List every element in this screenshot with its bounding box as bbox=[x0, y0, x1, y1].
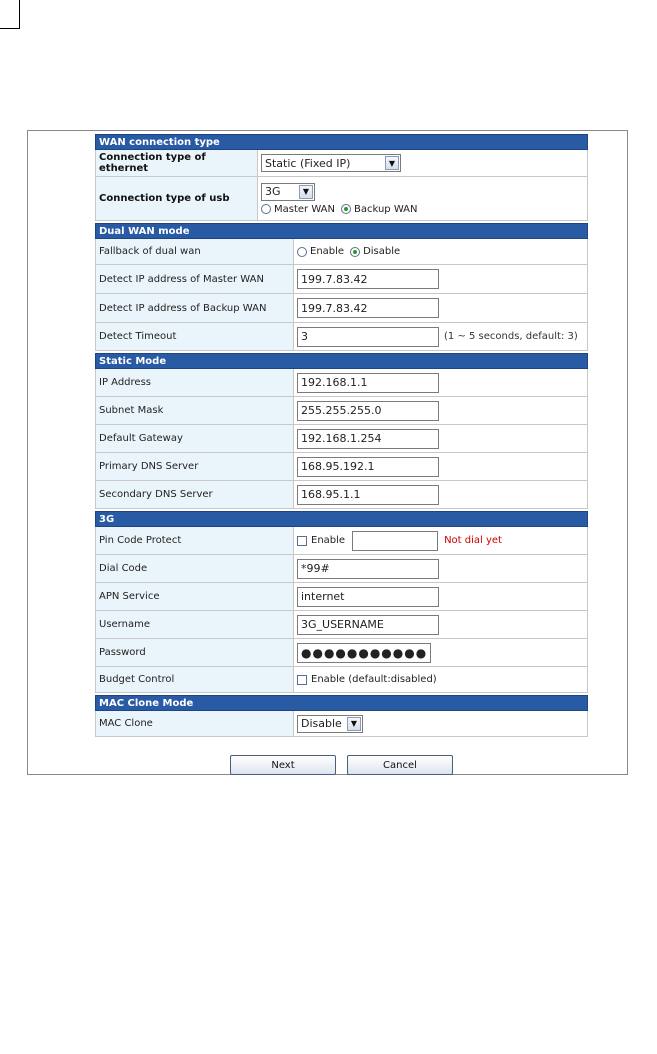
secondary-dns-input[interactable]: 168.95.1.1 bbox=[297, 485, 439, 505]
usb-backup-wan-option[interactable] bbox=[341, 204, 418, 215]
section-header-dual-wan-mode: Dual WAN mode bbox=[95, 223, 588, 239]
row-subnet-mask bbox=[95, 397, 588, 425]
usb-type-selected: 3G bbox=[265, 185, 281, 198]
label-detect-timeout: Detect Timeout bbox=[96, 323, 294, 350]
row-ip-address bbox=[95, 369, 588, 397]
value-detect-backup-wan bbox=[294, 294, 587, 322]
section-header-mac-clone-mode: MAC Clone Mode bbox=[95, 695, 588, 711]
section-header-3g: 3G bbox=[95, 511, 588, 527]
primary-dns-input[interactable]: 168.95.192.1 bbox=[297, 457, 439, 477]
fallback-disable-radio[interactable] bbox=[350, 247, 360, 257]
mac-clone-select[interactable] bbox=[297, 715, 363, 733]
corner-crop-mark bbox=[0, 0, 20, 29]
value-username bbox=[294, 611, 587, 638]
label-budget-control: Budget Control bbox=[96, 667, 294, 692]
wan-setup-form bbox=[95, 134, 588, 737]
chevron-down-icon[interactable]: ▼ bbox=[347, 717, 361, 731]
row-pin-code-protect bbox=[95, 527, 588, 555]
apn-service-input[interactable]: internet bbox=[297, 587, 439, 607]
label-primary-dns: Primary DNS Server bbox=[96, 453, 294, 480]
label-mac-clone: MAC Clone bbox=[96, 711, 294, 736]
label-subnet-mask: Subnet Mask bbox=[96, 397, 294, 424]
usb-master-wan-radio[interactable] bbox=[261, 204, 271, 214]
label-ip-address: IP Address bbox=[96, 369, 294, 396]
row-secondary-dns bbox=[95, 481, 588, 509]
row-apn-service bbox=[95, 583, 588, 611]
row-default-gateway bbox=[95, 425, 588, 453]
value-apn-service bbox=[294, 583, 587, 610]
label-password: Password bbox=[96, 639, 294, 666]
label-username: Username bbox=[96, 611, 294, 638]
value-subnet-mask bbox=[294, 397, 587, 424]
label-dial-code: Dial Code bbox=[96, 555, 294, 582]
next-button[interactable]: Next bbox=[230, 755, 336, 775]
label-detect-master-wan: Detect IP address of Master WAN bbox=[96, 265, 294, 293]
value-primary-dns bbox=[294, 453, 587, 480]
label-fallback-dual-wan: Fallback of dual wan bbox=[96, 239, 294, 264]
value-pin-code-protect bbox=[294, 527, 587, 554]
row-dial-code bbox=[95, 555, 588, 583]
fallback-enable-label: Enable bbox=[310, 246, 345, 257]
pin-enable-checkbox[interactable] bbox=[297, 536, 307, 546]
label-secondary-dns: Secondary DNS Server bbox=[96, 481, 294, 508]
value-ip-address bbox=[294, 369, 587, 396]
fallback-disable-label: Disable bbox=[363, 246, 401, 257]
budget-enable-label: Enable (default:disabled) bbox=[311, 674, 437, 685]
dial-code-input[interactable]: *99# bbox=[297, 559, 439, 579]
label-default-gateway: Default Gateway bbox=[96, 425, 294, 452]
pin-enable-label: Enable bbox=[311, 535, 346, 546]
budget-enable-checkbox[interactable] bbox=[297, 675, 307, 685]
value-password bbox=[294, 639, 587, 666]
detect-timeout-hint: (1 ~ 5 seconds, default: 3) bbox=[444, 331, 578, 342]
fallback-enable-option[interactable] bbox=[297, 246, 344, 257]
chevron-down-icon[interactable]: ▼ bbox=[385, 156, 399, 170]
usb-backup-wan-label: Backup WAN bbox=[354, 203, 418, 215]
row-connection-type-ethernet bbox=[95, 150, 588, 177]
row-password bbox=[95, 639, 588, 667]
value-default-gateway bbox=[294, 425, 587, 452]
username-input[interactable]: 3G_USERNAME bbox=[297, 615, 439, 635]
value-budget-control bbox=[294, 667, 587, 692]
row-fallback-dual-wan bbox=[95, 239, 588, 265]
value-detect-master-wan bbox=[294, 265, 587, 293]
row-mac-clone bbox=[95, 711, 588, 737]
value-dial-code bbox=[294, 555, 587, 582]
budget-enable-option[interactable] bbox=[297, 674, 437, 685]
detect-master-wan-input[interactable]: 199.7.83.42 bbox=[297, 269, 439, 289]
fallback-disable-option[interactable] bbox=[350, 246, 400, 257]
chevron-down-icon[interactable]: ▼ bbox=[299, 185, 313, 199]
form-actions bbox=[230, 755, 453, 775]
row-primary-dns bbox=[95, 453, 588, 481]
row-detect-backup-wan bbox=[95, 294, 588, 323]
mac-clone-selected: Disable bbox=[301, 717, 342, 730]
section-header-wan-connection-type: WAN connection type bbox=[95, 134, 588, 150]
usb-backup-wan-radio[interactable] bbox=[341, 204, 351, 214]
value-connection-type-ethernet bbox=[258, 150, 587, 176]
label-pin-code-protect: Pin Code Protect bbox=[96, 527, 294, 554]
value-detect-timeout bbox=[294, 323, 587, 350]
value-secondary-dns bbox=[294, 481, 587, 508]
value-fallback-dual-wan bbox=[294, 239, 587, 264]
default-gateway-input[interactable]: 192.168.1.254 bbox=[297, 429, 439, 449]
label-apn-service: APN Service bbox=[96, 583, 294, 610]
usb-role-radio-group bbox=[261, 204, 424, 215]
label-connection-type-usb: Connection type of usb bbox=[96, 177, 258, 220]
pin-code-input[interactable] bbox=[352, 531, 438, 551]
dial-status-text: Not dial yet bbox=[444, 535, 502, 546]
detect-backup-wan-input[interactable]: 199.7.83.42 bbox=[297, 298, 439, 318]
detect-timeout-input[interactable]: 3 bbox=[297, 327, 439, 347]
label-detect-backup-wan: Detect IP address of Backup WAN bbox=[96, 294, 294, 322]
row-username bbox=[95, 611, 588, 639]
fallback-enable-radio[interactable] bbox=[297, 247, 307, 257]
subnet-mask-input[interactable]: 255.255.255.0 bbox=[297, 401, 439, 421]
section-header-static-mode: Static Mode bbox=[95, 353, 588, 369]
row-connection-type-usb bbox=[95, 177, 588, 221]
pin-enable-option[interactable] bbox=[297, 535, 345, 546]
label-connection-type-ethernet: Connection type of ethernet bbox=[96, 150, 258, 176]
row-budget-control bbox=[95, 667, 588, 693]
ethernet-type-selected: Static (Fixed IP) bbox=[265, 156, 351, 170]
row-detect-timeout bbox=[95, 323, 588, 351]
usb-type-select[interactable] bbox=[261, 183, 315, 201]
usb-master-wan-option[interactable] bbox=[261, 204, 335, 215]
cancel-button[interactable]: Cancel bbox=[347, 755, 453, 775]
ethernet-type-select[interactable] bbox=[261, 154, 401, 172]
ip-address-input[interactable]: 192.168.1.1 bbox=[297, 373, 439, 393]
password-input[interactable]: ●●●●●●●●●●● bbox=[297, 643, 431, 663]
usb-master-wan-label: Master WAN bbox=[274, 203, 335, 215]
value-connection-type-usb bbox=[258, 177, 587, 220]
row-detect-master-wan bbox=[95, 265, 588, 294]
value-mac-clone bbox=[294, 711, 587, 736]
